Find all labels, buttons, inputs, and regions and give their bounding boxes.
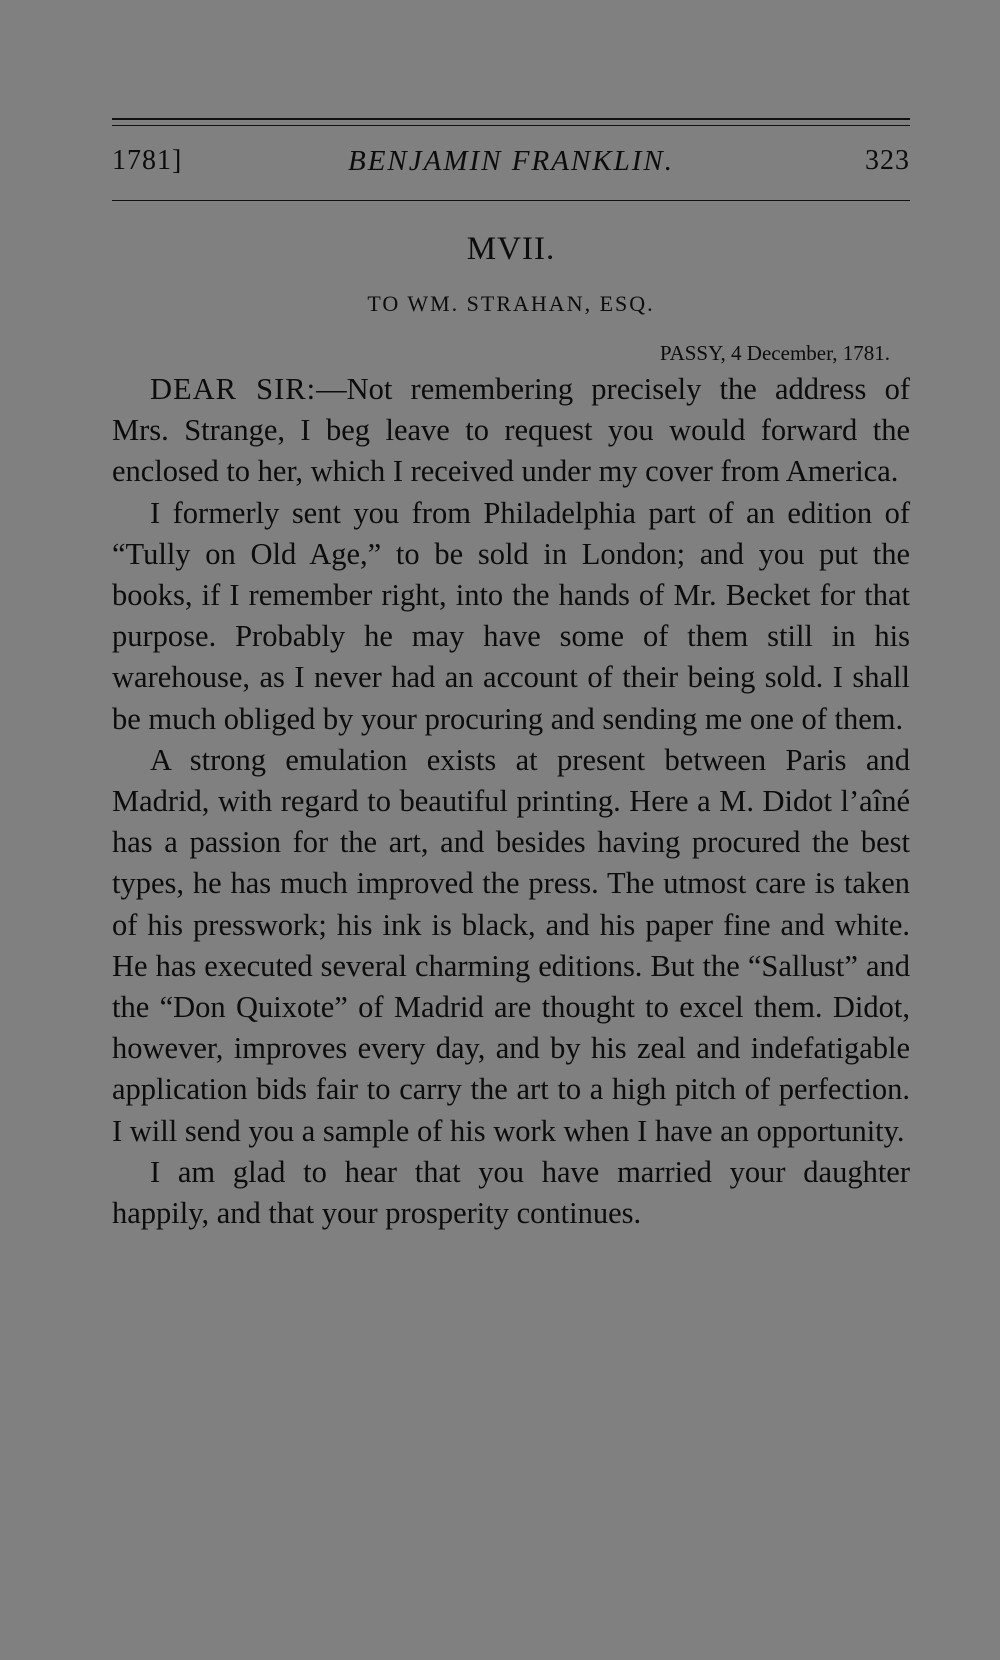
letter-addressee: TO WM. STRAHAN, ESQ.: [367, 291, 655, 316]
salutation: DEAR SIR:: [150, 372, 317, 406]
book-page: [112, 118, 910, 1234]
page-number: 323: [865, 145, 910, 176]
paragraph-4: I am glad to hear that you have married your daughter happily, and that your prosperity continues.: [112, 1154, 910, 1231]
letter-body: [112, 369, 910, 1234]
header-rule: [112, 200, 910, 201]
running-head-year: 1781]: [112, 145, 183, 176]
paragraph-3: A strong emulation exists at present between Paris and Madrid, with regard to beautiful printing. Here a M. Didot l’aîné has a passion for the art, and besides having procured the best types, he has much improved the press. The utmost care is taken of his presswork; his ink is black, and his paper fine and white. He has executed several charming editions. But the “Sallust” and the “Don Quixote” of Madrid are thought to excel them. Didot, however, improves every day, and by his zeal and indefatigable application bids fair to carry the art to a high pitch of perfection. I will send you a sample of his work when I have an opportunity.: [112, 742, 910, 1148]
paragraph-1: [112, 369, 910, 493]
running-head-title: BENJAMIN FRANKLIN.: [348, 145, 674, 177]
letter-dateline: PASSY, 4 December, 1781.: [659, 341, 890, 365]
paragraph-1-text: —Not remembering precisely the address of Mrs. Strange, I beg leave to request you would forward the enclosed to her, which I received under my cover from America.: [112, 372, 910, 489]
paragraph-2: I formerly sent you from Philadelphia part of an edition of “Tully on Old Age,” to be sold in London; and you put the books, if I remember right, into the hands of Mr. Becket for that purpose. Probably he may have some of them still in his warehouse, as I never had an account of their being sold. I shall be much obliged by your procuring and sending me one of them.: [112, 495, 910, 736]
letter-number: MVII.: [466, 231, 556, 267]
top-double-rule: [112, 118, 910, 126]
running-head: [112, 144, 910, 200]
